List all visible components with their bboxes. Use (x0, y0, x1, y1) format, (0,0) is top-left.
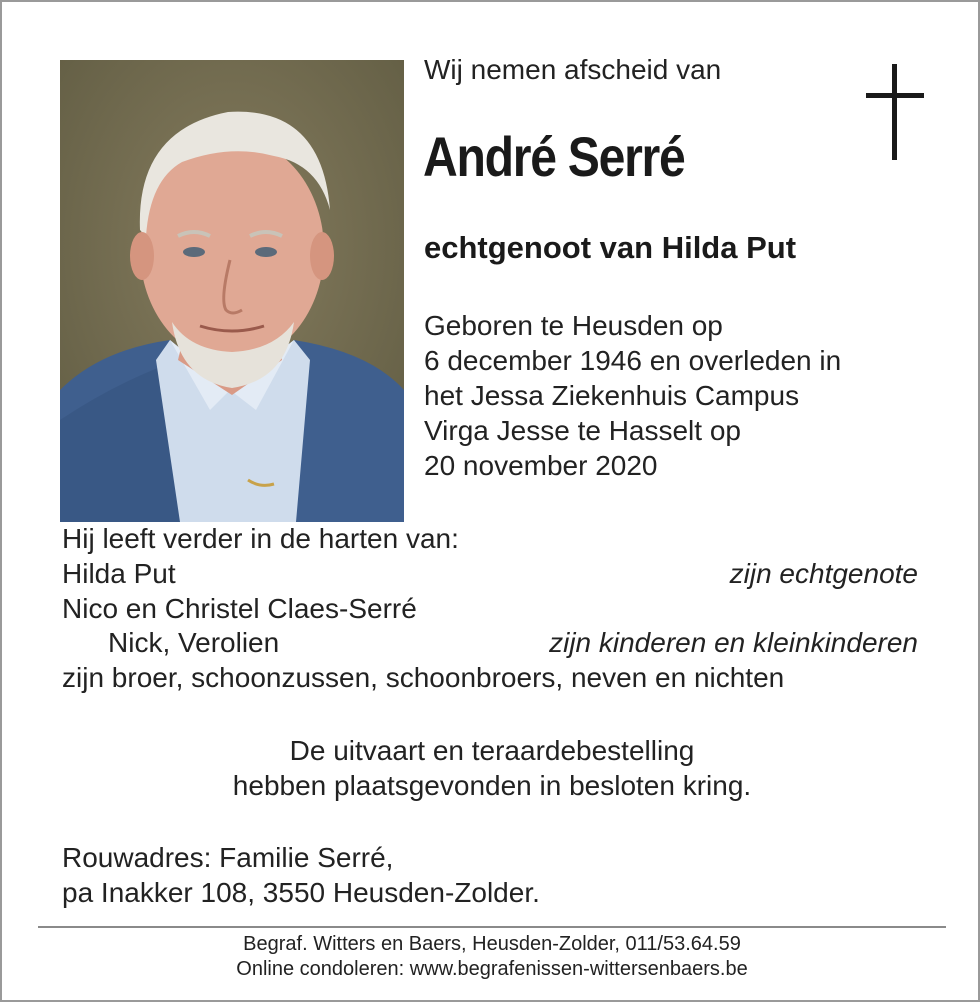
cross-icon (866, 64, 924, 160)
bio-block (424, 308, 841, 483)
bio-line: Virga Jesse te Hasselt op (424, 415, 741, 446)
bio-line: 20 november 2020 (424, 450, 658, 481)
survivor-children: Nico en Christel Claes-Serré (62, 593, 417, 624)
spouse-line: echtgenoot van Hilda Put (424, 230, 797, 265)
funeral-line-2: hebben plaatsgevonden in besloten kring. (232, 770, 752, 801)
address-line-1: Rouwadres: Familie Serré, (62, 842, 394, 873)
portrait-photo (60, 60, 404, 522)
bio-line: het Jessa Ziekenhuis Campus (424, 380, 800, 411)
address-line-2: pa Inakker 108, 3550 Heusden-Zolder. (62, 877, 540, 908)
condolence-link[interactable]: Online condoleren: www.begrafenissen-wittersenbaers.be (236, 958, 748, 980)
survivor-grandchildren: Nick, Verolien (108, 627, 280, 658)
funeral-line-1: De uitvaart en teraardebestelling (289, 735, 695, 766)
funeral-home-line: Begraf. Witters en Baers, Heusden-Zolder, 011/53.64.59 (243, 933, 741, 955)
survivors-heading: Hij leeft verder in de harten van: (62, 523, 459, 554)
survivor-others: zijn broer, schoonzussen, schoonbroers, neven en nichten (62, 662, 785, 693)
bio-line: 6 december 1946 en overleden in (424, 345, 842, 376)
children-relation: zijn kinderen en kleinkinderen (549, 627, 918, 658)
divider (38, 926, 946, 928)
survivor-spouse: Hilda Put (62, 558, 176, 589)
spouse-relation: zijn echtgenote (729, 558, 918, 589)
deceased-name: André Serré (423, 125, 685, 188)
bio-line: Geboren te Heusden op (424, 310, 723, 341)
intro-text: Wij nemen afscheid van (424, 54, 722, 85)
